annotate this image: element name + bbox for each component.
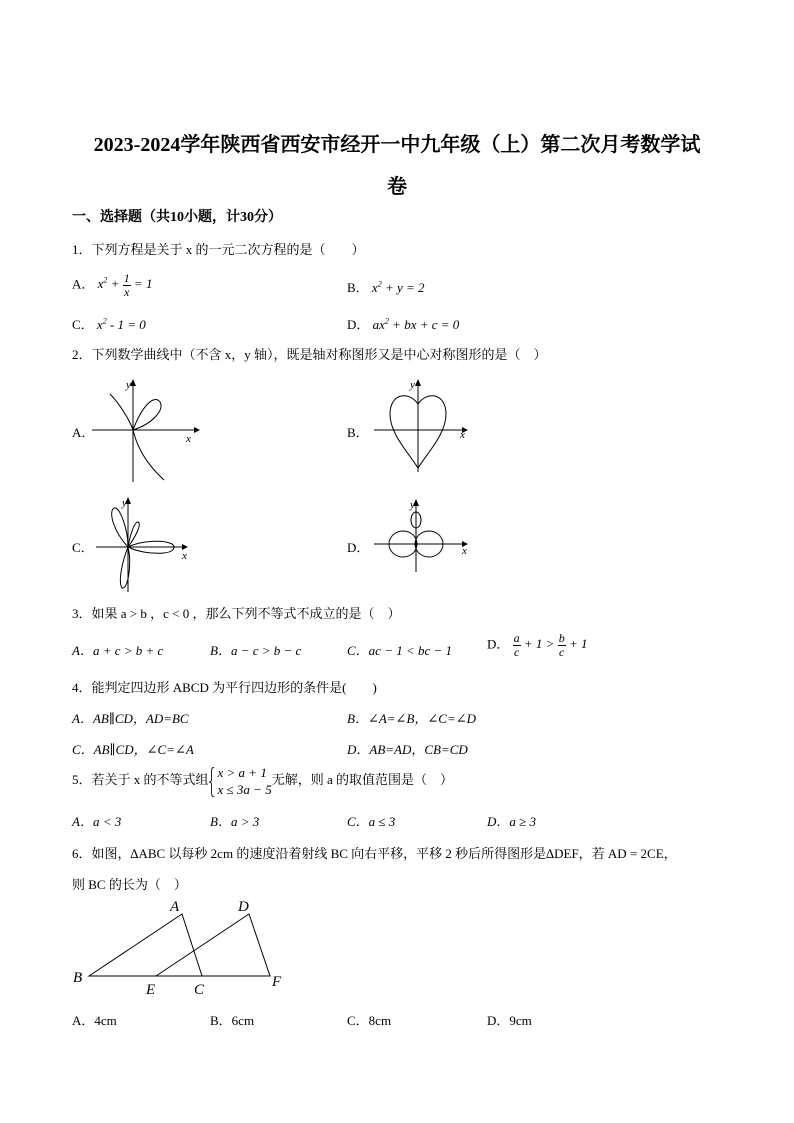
q3-stem: 3．如果 a > b ，c < 0 ，那么下列不等式不成立的是（ ） [72,606,401,621]
q6-option-a: A．4cm [72,1013,117,1028]
q3-d-label: D． [487,636,510,652]
q6-figure [66,894,296,1004]
q1-option-a [72,272,152,299]
q2-a-y-label: y [126,379,131,391]
q5-option-b: B．a > 3 [210,814,260,829]
q2-figure-a [92,376,202,486]
q5-stem [72,764,453,798]
q3-option-a: A．a + c > b + c [72,643,164,658]
q2-figure-c [92,492,202,596]
q1-option-d [347,314,459,333]
q4-option-d: D．AB=AD，CB=CD [347,742,468,757]
q1-option-b [347,277,425,296]
q5-stem-post: 无解，则 a 的取值范围是（ ） [271,771,453,787]
q2-figure-d [370,496,480,576]
q4-option-c: C．AB∥CD，∠C=∠A [72,742,194,757]
q5-ineq-1: x > a + 1 [217,765,267,780]
q1-b-label: B． [347,280,369,295]
q2-d-label: D． [347,540,370,555]
q4-option-a: A．AB∥CD，AD=BC [72,711,189,726]
q1-c-formula: $x^2 - 1 = 0$ [96,316,146,332]
q5-inequality-system [209,764,272,798]
q2-stem: 2．下列数学曲线中（不含 x，y 轴），既是轴对称图形又是中心对称图形的是（ ） [72,347,547,362]
q6-label-b: B [73,970,83,986]
q4-option-b: B．∠A=∠B，∠C=∠D [347,711,476,726]
q6-option-d: D．9cm [487,1013,532,1028]
q2-b-label: B． [347,425,369,440]
q2-c-label: C． [72,540,94,555]
q6-option-c: C．8cm [347,1013,392,1028]
q5-ineq-2: x ≤ 3a − 5 [217,782,272,797]
q1-d-formula: $ax^2$ + bx + c = 0 [372,316,460,332]
q1-stem: 1．下列方程是关于 x 的一元二次方程的是（ ） [72,242,365,257]
q5-option-a: A．a < 3 [72,814,122,829]
q6-label-c: C [194,982,205,998]
q1-c-label: C． [72,317,94,332]
q1-b-formula: $x^2 + y = 2$ [371,279,425,295]
q1-d-label: D． [347,317,370,332]
q5-option-c: C．a ≤ 3 [347,814,396,829]
q2-figure-b [370,376,480,476]
q6-option-b: B．6cm [210,1013,255,1028]
q5-stem-pre: 5．若关于 x 的不等式组 [72,771,209,787]
q5-option-d: D．a ≥ 3 [487,814,537,829]
q2-b-x-label: x [460,429,465,441]
q6-label-e: E [146,982,156,998]
q1-a-label: A． [72,276,95,292]
page-title: 2023-2024学年陕西省西安市经开一中九年级（上）第二次月考数学试 [93,134,701,156]
q3-option-c: C．ac − 1 < bc − 1 [347,643,453,658]
q6-stem-line2: 则 BC 的长为（ ） [72,877,187,892]
q2-a-label: A． [72,425,95,440]
q3-option-d [487,632,587,659]
section-heading: 一、选择题（共10小题，计30分） [72,210,282,225]
q6-label-d: D [238,899,249,915]
q6-stem-line1: 6．如图，∆ABC 以每秒 2cm 的速度沿着射线 BC 向右平移，平移 2 秒后所得图形是∆DEF，若 AD = 2CE， [72,846,677,861]
q6-label-f: F [272,974,282,990]
q2-d-x-label: x [462,545,467,557]
q1-a-formula: $x^2$ + $\frac{1}{x}$ = 1 [97,271,153,299]
q2-c-y-label: y [122,497,127,509]
q2-d-y-label: y [410,499,415,511]
q2-c-x-label: x [182,550,187,562]
q2-a-x-label: x [186,433,191,445]
q2-b-y-label: y [410,379,415,391]
q3-option-b: B．a − c > b − c [210,643,302,658]
q4-stem: 4．能判定四边形 ABCD 为平行四边形的条件是( ) [72,680,377,695]
q1-option-c [72,314,146,333]
q6-label-a: A [170,899,180,915]
page-title-line2: 卷 [387,176,407,198]
q3-d-formula: $\frac{a}{c}$ + 1 > $\frac{b}{c}$ + 1 [513,631,588,659]
